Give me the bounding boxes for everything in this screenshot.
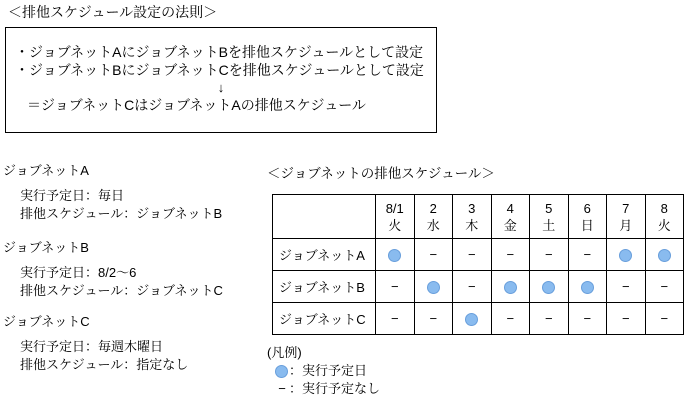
column-date: 6 — [583, 200, 591, 216]
run-dot-icon — [388, 249, 401, 262]
row-label: ジョブネットC — [273, 303, 376, 335]
jobnet-schedule: 実行予定日：毎週木曜日 — [20, 339, 164, 354]
schedule-cell: − — [414, 239, 453, 271]
run-dot-icon — [581, 281, 594, 294]
rule-box — [5, 27, 437, 133]
column-day: 土 — [542, 217, 556, 233]
run-dot-icon — [504, 281, 517, 294]
jobnet-schedule: 実行予定日：8/2～6 — [20, 265, 137, 280]
schedule-cell — [414, 271, 453, 303]
jobnet-exclusive: 排他スケジュール：ジョブネットB — [20, 206, 223, 221]
column-date: 4 — [506, 200, 514, 216]
schedule-cell: − — [568, 239, 607, 271]
rule-line-2: ・ジョブネットBにジョブネットCを排他スケジュールとして設定 — [15, 62, 424, 78]
schedule-table — [272, 194, 684, 335]
schedule-cell: − — [607, 271, 646, 303]
column-date: 8/1 — [385, 200, 404, 216]
run-dot-icon — [542, 281, 555, 294]
legend-none-label: ：実行予定なし — [289, 381, 381, 396]
jobnet-name: ジョブネットA — [3, 163, 89, 178]
column-day: 金 — [503, 217, 517, 233]
table-row — [273, 239, 684, 271]
page-title: ＜排他スケジュール設定の法則＞ — [8, 4, 218, 20]
jobnet-b-section — [3, 240, 263, 300]
run-dot-icon — [427, 281, 440, 294]
down-arrow-icon: ↓ — [217, 80, 225, 95]
schedule-cell: − — [645, 271, 684, 303]
dash-icon: − — [278, 381, 286, 396]
schedule-cell: − — [568, 303, 607, 335]
column-day: 日 — [580, 217, 594, 233]
schedule-cell — [491, 271, 530, 303]
legend-run-label: ：実行予定日 — [289, 363, 368, 378]
jobnet-exclusive: 排他スケジュール：指定なし — [20, 357, 189, 372]
table-row — [273, 271, 684, 303]
row-label: ジョブネットB — [273, 271, 376, 303]
legend — [267, 344, 380, 398]
schedule-cell — [453, 303, 492, 335]
table-corner-cell — [273, 195, 376, 239]
jobnet-name: ジョブネットC — [3, 314, 90, 329]
schedule-cell: − — [530, 303, 569, 335]
column-header — [376, 195, 415, 239]
rule-line-1: ・ジョブネットAにジョブネットBを排他スケジュールとして設定 — [15, 44, 424, 60]
schedule-cell: − — [491, 239, 530, 271]
schedule-cell: − — [645, 303, 684, 335]
schedule-cell — [568, 271, 607, 303]
column-header — [491, 195, 530, 239]
column-date: 5 — [545, 200, 553, 216]
schedule-cell — [530, 271, 569, 303]
schedule-cell: − — [607, 303, 646, 335]
column-day: 火 — [388, 217, 402, 233]
row-label: ジョブネットA — [273, 239, 376, 271]
legend-run-item — [275, 362, 380, 380]
run-dot-icon — [465, 313, 478, 326]
table-row — [273, 303, 684, 335]
column-header — [453, 195, 492, 239]
rule-conclusion: ＝ジョブネットCはジョブネットAの排他スケジュール — [27, 97, 366, 113]
legend-none-item — [275, 380, 380, 398]
schedule-cell: − — [453, 271, 492, 303]
column-day: 火 — [657, 217, 671, 233]
column-header — [568, 195, 607, 239]
schedule-cell: − — [530, 239, 569, 271]
column-header — [530, 195, 569, 239]
column-date: 8 — [660, 200, 668, 216]
run-dot-icon — [658, 249, 671, 262]
schedule-cell: − — [376, 303, 415, 335]
column-date: 2 — [429, 200, 437, 216]
schedule-cell — [645, 239, 684, 271]
column-day: 木 — [465, 217, 479, 233]
jobnet-c-section — [3, 314, 263, 374]
legend-title: (凡例) — [267, 345, 302, 360]
schedule-table-title: ＜ジョブネットの排他スケジュール＞ — [267, 166, 495, 181]
jobnet-schedule: 実行予定日：毎日 — [20, 188, 125, 203]
schedule-cell — [607, 239, 646, 271]
jobnet-name: ジョブネットB — [3, 240, 89, 255]
column-header — [607, 195, 646, 239]
column-header — [645, 195, 684, 239]
column-day: 月 — [619, 217, 633, 233]
jobnet-a-section — [3, 163, 263, 223]
run-dot-icon — [619, 249, 632, 262]
jobnet-exclusive: 排他スケジュール：ジョブネットC — [20, 283, 223, 298]
schedule-cell: − — [453, 239, 492, 271]
column-day: 水 — [426, 217, 440, 233]
schedule-cell: − — [414, 303, 453, 335]
schedule-cell — [376, 239, 415, 271]
schedule-cell: − — [376, 271, 415, 303]
column-header — [414, 195, 453, 239]
column-date: 3 — [468, 200, 476, 216]
run-dot-icon — [275, 365, 288, 378]
column-date: 7 — [622, 200, 630, 216]
schedule-cell: − — [491, 303, 530, 335]
